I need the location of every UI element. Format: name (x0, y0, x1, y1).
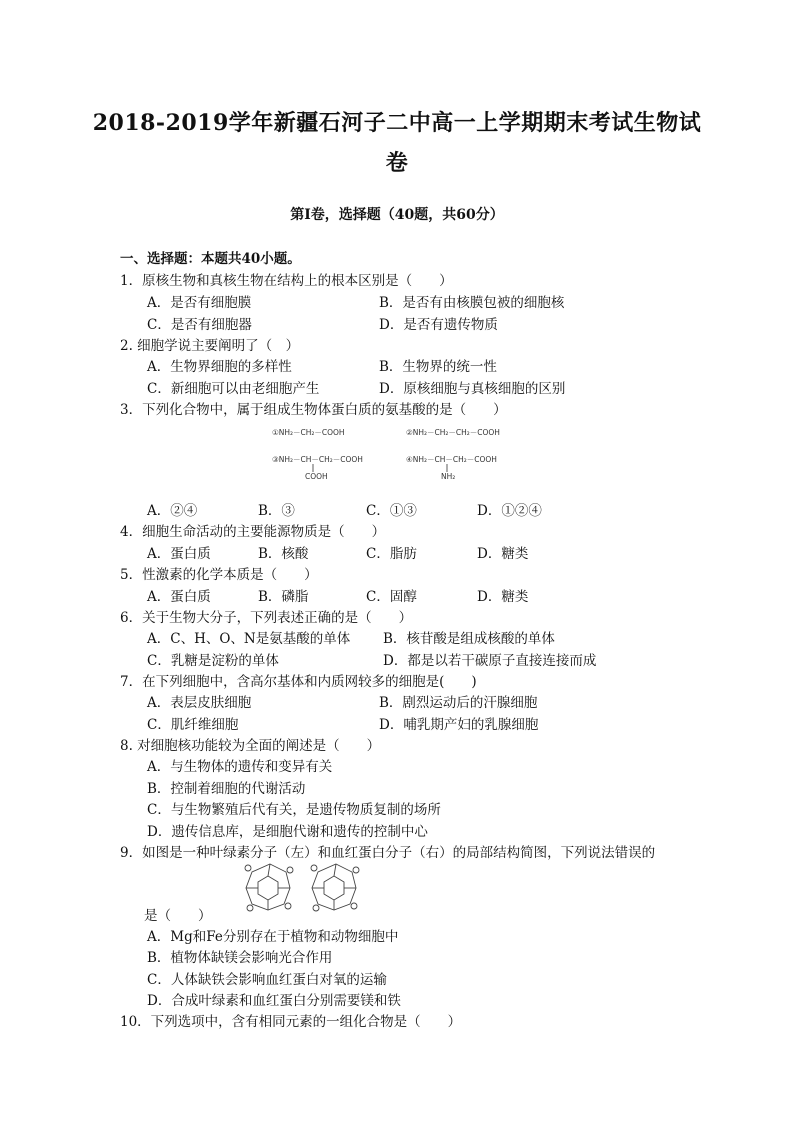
question-4-option-a: A．蛋白质 (147, 546, 211, 562)
compound-2-formula: ②NH₂－CH₂－CH₂－COOH (406, 428, 500, 437)
question-8-option-d: D．遗传信息库，是细胞代谢和遗传的控制中心 (147, 824, 428, 840)
document-title-continued: 卷 (385, 150, 409, 176)
chlorophyll-ring-icon (245, 864, 293, 911)
question-9-option-b: B．植物体缺镁会影响光合作用 (147, 950, 333, 966)
question-5-stem: 5．性激素的化学本质是（ ） (120, 567, 318, 583)
document-title: 2018-2019学年新疆石河子二中高一上学期期末考试生物试 (92, 110, 702, 136)
question-9-option-a: A．Mg和Fe分别存在于植物和动物细胞中 (147, 929, 399, 945)
question-2-option-c: C．新细胞可以由老细胞产生 (147, 381, 320, 397)
question-4-option-c: C．脂肪 (366, 546, 417, 562)
heme-ring-icon (311, 864, 359, 911)
question-1-option-a: A．是否有细胞膜 (147, 295, 252, 311)
compound-3-formula: ③NH₂－CH－CH₂－COOH (272, 455, 363, 464)
question-2-option-b: B．生物界的统一性 (379, 359, 497, 375)
question-3-option-a: A．②④ (147, 503, 198, 519)
compound-bonds (0, 460, 794, 490)
compound-1-formula: ①NH₂－CH₂－COOH (272, 428, 345, 437)
question-7-option-c: C．肌纤维细胞 (147, 717, 239, 733)
question-2-stem: 2. 细胞学说主要阐明了（ ） (120, 338, 300, 354)
question-5-option-b: B．磷脂 (258, 589, 309, 605)
question-5-option-c: C．固醇 (366, 589, 417, 605)
question-3-stem: 3．下列化合物中，属于组成生物体蛋白质的氨基酸的是（ ） (120, 402, 507, 418)
question-5-option-a: A．蛋白质 (147, 589, 211, 605)
question-1-option-b: B．是否有由核膜包被的细胞核 (379, 295, 565, 311)
question-8-option-c: C．与生物繁殖后代有关，是遗传物质复制的场所 (147, 802, 441, 818)
question-1-option-d: D．是否有遗传物质 (379, 317, 498, 333)
question-6-option-d: D．都是以若干碳原子直接连接而成 (383, 653, 597, 669)
question-1-stem: 1．原核生物和真核生物在结构上的根本区别是（ ） (120, 273, 453, 289)
question-6-option-c: C．乳糖是淀粉的单体 (147, 653, 279, 669)
question-3-option-b: B．③ (258, 503, 295, 519)
question-2-option-a: A．生物界细胞的多样性 (147, 359, 292, 375)
question-9-option-c: C．人体缺铁会影响血红蛋白对氧的运输 (147, 972, 387, 988)
question-7-option-b: B．剧烈运动后的汗腺细胞 (379, 695, 538, 711)
question-6-option-b: B．核苷酸是组成核酸的单体 (383, 631, 555, 647)
section-title: 第Ⅰ卷，选择题（40题，共60分） (290, 207, 504, 223)
question-3-option-d: D．①②④ (477, 503, 542, 519)
question-8-option-b: B．控制着细胞的代谢活动 (147, 781, 306, 797)
question-6-stem: 6．关于生物大分子，下列表述正确的是（ ） (120, 610, 413, 626)
question-4-option-b: B．核酸 (258, 546, 309, 562)
question-9-option-d: D．合成叶绿素和血红蛋白分别需要镁和铁 (147, 993, 401, 1009)
question-8-option-a: A．与生物体的遗传和变异有关 (147, 759, 333, 775)
question-4-stem: 4．细胞生命活动的主要能源物质是（ ） (120, 524, 386, 540)
compound-4-formula: ④NH₂－CH－CH₂－COOH (406, 455, 497, 464)
question-6-option-a: A．C、H、O、N是氨基酸的单体 (147, 631, 351, 647)
question-1-option-c: C．是否有细胞器 (147, 317, 252, 333)
compound-4-side-group: NH₂ (441, 472, 456, 481)
question-9-stem-continued: 是（ ） (144, 908, 212, 924)
part-heading: 一、选择题：本题共40小题。 (120, 251, 301, 267)
question-7-option-a: A．表层皮肤细胞 (147, 695, 252, 711)
question-9-stem: 9．如图是一种叶绿素分子（左）和血红蛋白分子（右）的局部结构简图，下列说法错误的 (120, 845, 656, 861)
porphyrin-structure-figure (240, 860, 370, 914)
compound-3-side-group: COOH (305, 472, 328, 481)
question-4-option-d: D．糖类 (477, 546, 529, 562)
question-2-option-d: D．原核细胞与真核细胞的区别 (379, 381, 566, 397)
question-10-stem: 10．下列选项中，含有相同元素的一组化合物是（ ） (120, 1014, 462, 1030)
question-8-stem: 8. 对细胞核功能较为全面的阐述是（ ） (120, 738, 381, 754)
question-7-stem: 7．在下列细胞中，含高尔基体和内质网较多的细胞是( ) (120, 674, 477, 690)
question-5-option-d: D．糖类 (477, 589, 529, 605)
question-7-option-d: D．哺乳期产妇的乳腺细胞 (379, 717, 539, 733)
question-3-option-c: C．①③ (366, 503, 417, 519)
